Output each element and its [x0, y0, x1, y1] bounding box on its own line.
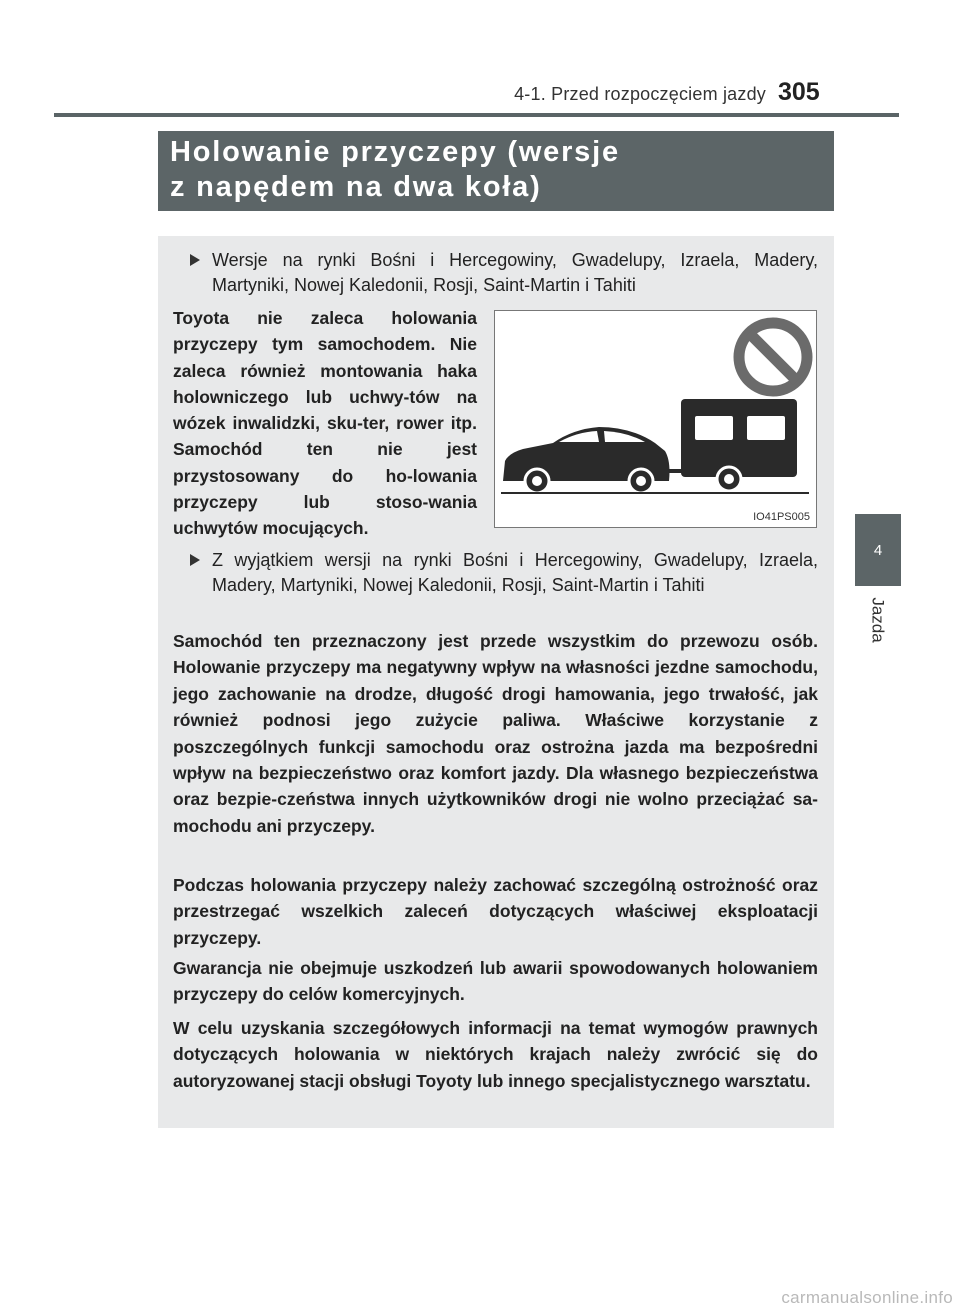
header-section-title: 4-1. Przed rozpoczęciem jazdy [514, 84, 766, 104]
paragraph-4: W celu uzyskania szczegółowych informacji na temat wymogów prawnych dotyczących holowania w niektórych krajach należy zwrócić się do autoryzowanej stacji obsługi Toyoty lub innego specjalistycznego warsztatu. [173, 1018, 818, 1091]
figure-towing-prohibited [494, 310, 817, 528]
prohibited-icon [739, 323, 807, 391]
title-line-1: Holowanie przyczepy (wersje [170, 136, 620, 168]
towing-illustration [495, 311, 816, 527]
chapter-tab [855, 514, 901, 586]
header-rule [54, 113, 899, 117]
bullet-item-2 [190, 548, 818, 598]
page-number: 305 [778, 78, 820, 106]
title-bar [158, 131, 834, 211]
chapter-label [858, 590, 898, 650]
bullet-item-1 [190, 248, 818, 298]
paragraph-1: Samochód ten przeznaczony jest przede wszystkim do przewozu osób. Holowanie przyczepy ma negatywny wpływ na własności jezdne samochodu, jego zachowanie na drodze, długość drogi hamowania, jego trwałość, jak również podnosi jego zużycie paliwa. Właściwe korzystanie z poszczególnych funkcji samochodu oraz ostrożna jazda ma bezpośredni wpływ na bezpieczeństwo oraz komfort jazdy. Dla własnego bezpieczeństwa oraz bezpie-czeństwa innych użytkowników drogi nie wolno przeciążać sa-mochodu ani przyczepy. [173, 631, 818, 836]
car-icon [503, 427, 670, 493]
bullet-text-2: Z wyjątkiem wersji na rynki Bośni i Hercegowiny, Gwadelupy, Izraela, Madery, Martyniki, Nowej Kaledonii, Rosji, Saint-Martin i Tahiti [212, 550, 818, 595]
bullet-marker-icon [190, 554, 200, 566]
figure-code: IO41PS005 [753, 511, 810, 523]
paragraph-3: Gwarancja nie obejmuje uszkodzeń lub awarii spowodowanych holowaniem przyczepy do celów komercyjnych. [173, 958, 818, 1005]
chapter-number: 4 [873, 541, 883, 559]
bullet-marker-icon [190, 254, 200, 266]
trailer-icon [667, 399, 797, 491]
paragraph-2: Podczas holowania przyczepy należy zachować szczególną ostrożność oraz przestrzegać wszelkich zaleceń dotyczących właściwej eksploatacji przyczepy. [173, 875, 818, 948]
watermark: carmanualsonline.info [781, 1288, 953, 1307]
bullet-text-1: Wersje na rynki Bośni i Hercegowiny, Gwadelupy, Izraela, Madery, Martyniki, Nowej Kaledonii, Rosji, Saint-Martin i Tahiti [212, 250, 818, 295]
chapter-label-text: Jazda [869, 597, 888, 643]
title-line-2: z napędem na dwa koła) [170, 171, 542, 203]
side-paragraph: Toyota nie zaleca holowania przyczepy tym samochodem. Nie zaleca również montowania haka holowniczego lub uchwy-tów na wózek inwalidzki, sku-ter, rower itp. Samochód ten nie jest przystosowany do ho-lowania przyczepy lub stoso-wania uchwytów mocujących. [173, 308, 477, 539]
